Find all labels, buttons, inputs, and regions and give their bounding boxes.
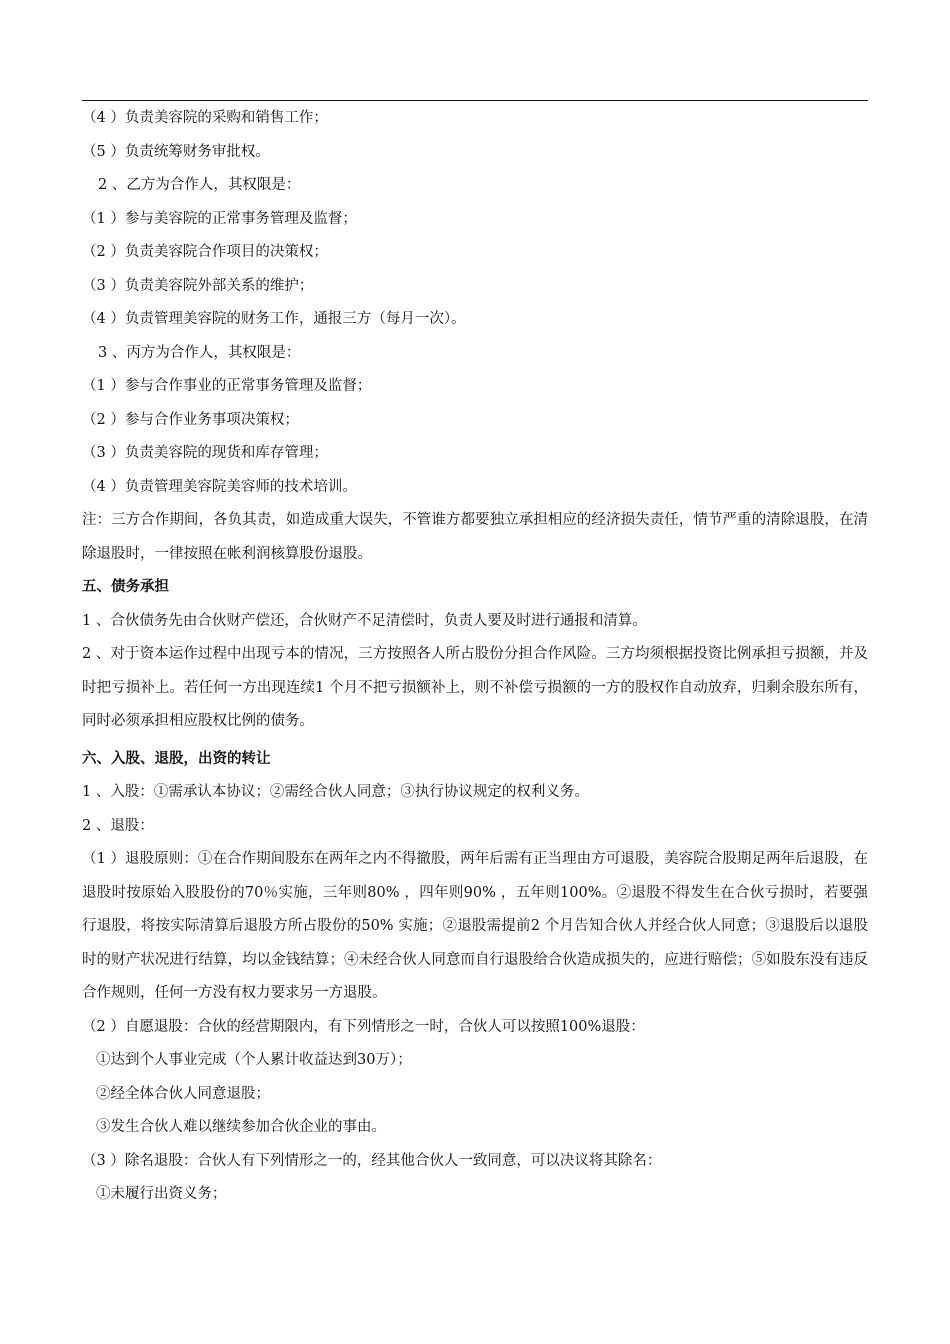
section-title: 五、债务承担 [82, 579, 169, 595]
document-body [82, 102, 868, 1212]
list-item: ①未履行出资义务； [96, 1186, 227, 1202]
voluntary-withdraw-title: （2 ）自愿退股：合伙的经营期限内，有下列情形之一时，合伙人可以按照100%退股： [82, 1018, 645, 1035]
subsection-heading: 3 、丙方为合作人，其权限是： [98, 344, 301, 361]
paragraph: 1 、合伙债务先由合伙财产偿还，合伙财产不足清偿时，负责人要及时进行通报和清算。 [82, 612, 647, 629]
text-line: （3 ）负责美容院的现货和库存管理； [82, 445, 328, 461]
subsection-heading: 2 、乙方为合作人，其权限是： [98, 177, 301, 193]
paragraph: 2 、对于资本运作过程中出现亏本的情况，三方按照各人所占股份分担合作风险。三方均须根据投资比例承担亏损额，并及时把亏损补上。若任何一方出现连续1 个月不把亏损额补上，则不补偿亏损额的一方的股权作自动放弃，归剩余股东所有，同时必须承担相应股权比例的债务。 [82, 646, 868, 729]
header-rule [82, 100, 868, 101]
text-line: （2 ）负责美容院合作项目的决策权； [82, 244, 328, 260]
text-line: （3 ）负责美容院外部关系的维护； [82, 277, 314, 294]
text-line: （4 ）负责管理美容院的财务工作，通报三方（每月一次）。 [82, 311, 466, 327]
list-item: ①达到个人事业完成（个人累计收益达到30万）； [96, 1052, 412, 1068]
note-paragraph: 注：三方合作期间，各负其责，如造成重大误失，不管谁方都要独立承担相应的经济损失责任，情节严重的清除退股，在清除退股时，一律按照在帐利润核算股份退股。 [82, 512, 868, 562]
list-item: ③发生合伙人难以继续参加合伙企业的事由。 [96, 1119, 386, 1135]
text-line: （2 ）参与合作业务事项决策权； [82, 411, 299, 428]
text-line: （4 ）负责美容院的采购和销售工作； [82, 110, 328, 126]
text-line: （1 ）参与美容院的正常事务管理及监督； [82, 210, 357, 227]
list-item: ②经全体合伙人同意退股； [96, 1085, 270, 1102]
withdraw-principle-paragraph: （1 ）退股原则：①在合作期间股东在两年之内不得撤股，两年后需有正当理由方可退股，美容院合股期足两年后退股，在退股时按原始入股股份的70％实施，三年则80% ，四年则90% ，五年则100%。②退股不得发生在合伙亏损时，若要强行退股，将按实际清算后退股方所占股份的50% 实施；②退股需提前2 个月告知合伙人并经合伙人同意；③退股后以退股时的财产状况进行结算，均以金钱结算；④未经合伙人同意而自行退股给合伙造成损失的，应进行赔偿；⑤如股东没有违反合作规则，任何一方没有权力要求另一方退股。 [82, 851, 868, 1001]
paragraph: 1 、入股：①需承认本协议；②需经合伙人同意；③执行协议规定的权利义务。 [82, 784, 589, 800]
section-title: 六、入股、退股，出资的转让 [82, 750, 271, 767]
paragraph: 2 、退股： [82, 817, 154, 834]
text-line: （1 ）参与合作事业的正常事务管理及监督； [82, 378, 372, 394]
text-line: （4 ）负责管理美容院美容师的技术培训。 [82, 478, 357, 495]
removal-withdraw-title: （3 ）除名退股：合伙人有下列情形之一的，经其他合伙人一致同意，可以决议将其除名： [82, 1152, 662, 1169]
text-line: （5 ）负责统筹财务审批权。 [82, 143, 270, 160]
